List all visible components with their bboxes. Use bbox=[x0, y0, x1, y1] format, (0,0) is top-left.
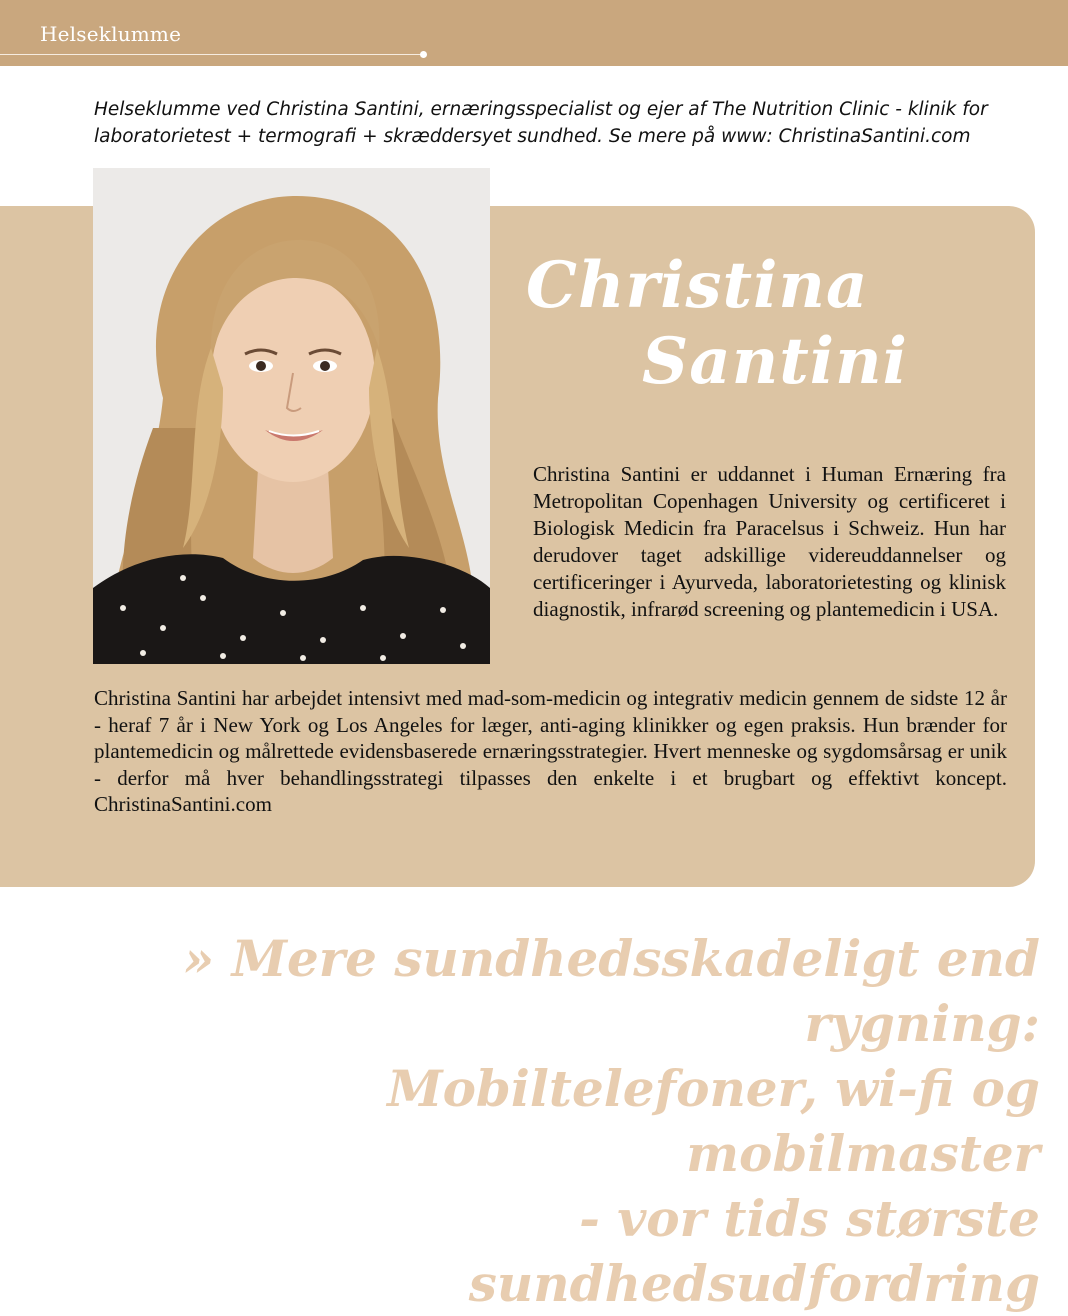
author-bio-paragraph-2: Christina Santini har arbejdet intensivt med mad-som-medicin og integrativ medicin gennem de sidste 12 år - heraf 7 år i New York og Los Angeles for læger, anti-aging klinikker og egen praksis. Hun brænder for plantemedicin og målrettede evidensbaserede ernæringsstrategier. Hvert menneske og sygdomsårsag er unik - derfor må hver behandlingsstrategi tilpasses den enkelte i et brugbart og effektivt koncept. ChristinaSantini.com bbox=[94, 686, 1007, 816]
header-rule-dot bbox=[420, 51, 427, 58]
author-bio-paragraph-1: Christina Santini er uddannet i Human Ernæring fra Metropolitan Copenhagen University og certificeret i Biologisk Medicin fra Paracelsus i Schweiz. Hun har derudover taget adskillige videreuddannelser og certificeringer i Ayurveda, laboratorietesting og klinisk diagnostik, infrarød screening og plantemedicin i USA. bbox=[533, 462, 1006, 621]
headline-line-1: » Mere sundhedsskadeligt end rygning: bbox=[182, 929, 1040, 1053]
portrait-illustration bbox=[93, 168, 490, 664]
author-first-name: Christina bbox=[526, 248, 869, 323]
section-header-bar bbox=[0, 0, 1068, 66]
author-name-title bbox=[526, 248, 946, 400]
author-photo bbox=[93, 168, 490, 664]
headline-line-2: Mobiltelefoner, wi-fi og mobilmaster bbox=[387, 1059, 1040, 1183]
section-label: Helseklumme bbox=[40, 22, 182, 46]
intro-text: Helseklumme ved Christina Santini, ernæringsspecialist og ejer af The Nutrition Clinic - klinik for laboratorietest + termografi + skræddersyet sundhed. Se mere på www: ChristinaSantini.com bbox=[94, 99, 988, 147]
article-headline bbox=[40, 926, 1040, 1316]
headline-line-3: - vor tids største sundhedsudfordring bbox=[468, 1189, 1040, 1313]
author-last-name: Santini bbox=[642, 324, 908, 399]
header-rule bbox=[0, 54, 424, 55]
